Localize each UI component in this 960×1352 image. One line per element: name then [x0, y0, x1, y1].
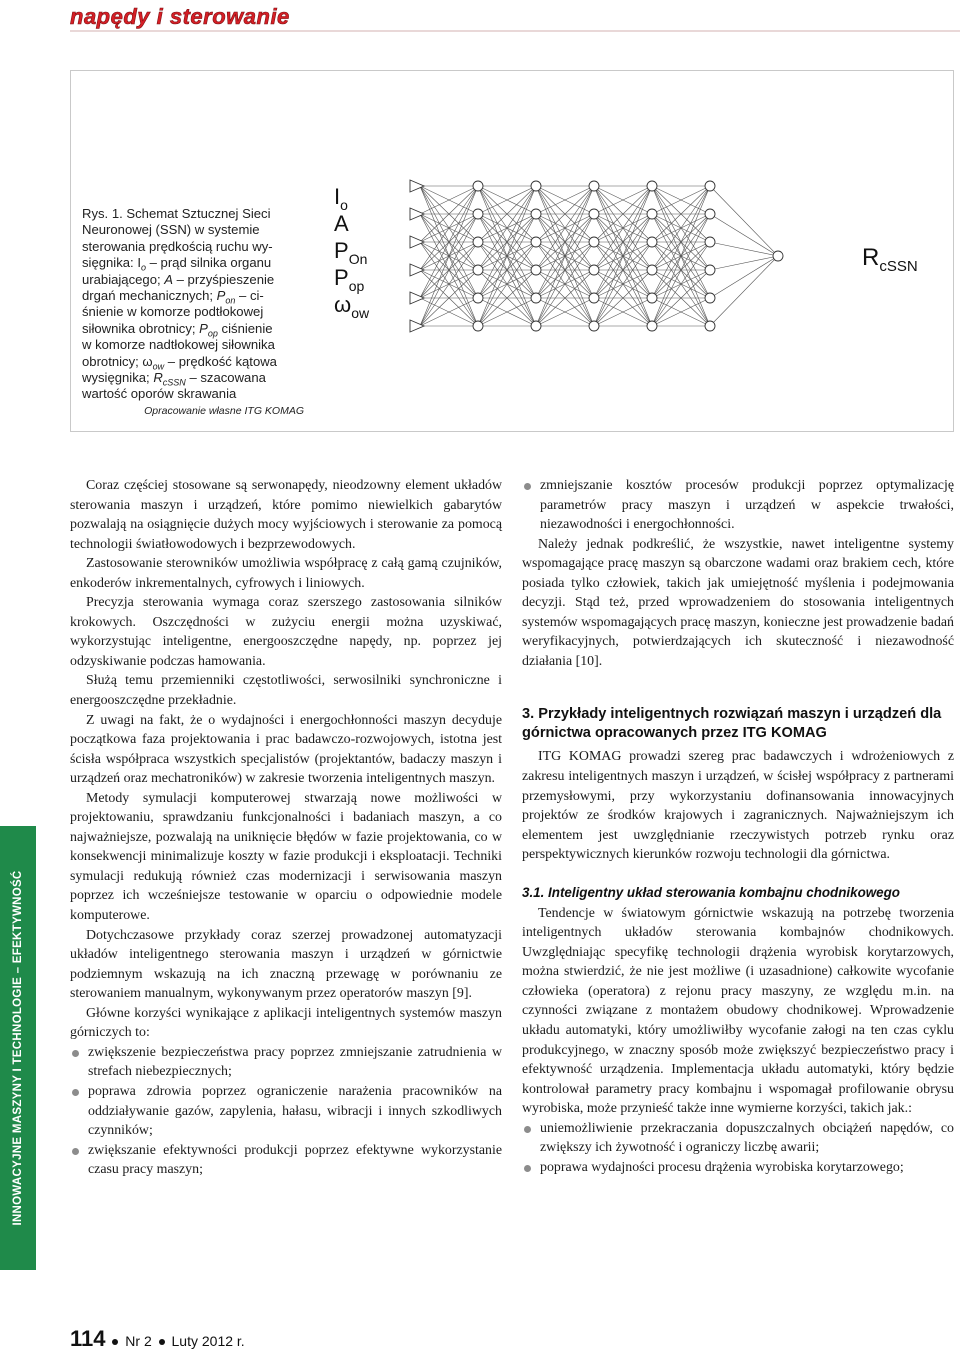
hidden-node	[531, 181, 541, 191]
network-connection	[710, 256, 778, 326]
list-item: poprawa wydajności procesu drążenia wyrobiska korytarzowego;	[522, 1158, 954, 1178]
input-label-io: $I_o$	[334, 184, 348, 213]
hidden-node	[705, 265, 715, 275]
hidden-node	[531, 209, 541, 219]
list-item: zmniejszanie kosztów procesów produkcji poprzez optymalizację parametrów pracy maszyn i urządzeń w aspekcie trwałości, niezawodności i energochłonności.	[522, 476, 954, 535]
figure-credit: Opracowanie własne ITG KOMAG	[144, 405, 304, 417]
benefits-list	[70, 1043, 502, 1180]
issue-date: Luty 2012 r.	[171, 1333, 245, 1349]
hidden-node	[589, 181, 599, 191]
hidden-node	[589, 265, 599, 275]
hidden-node	[705, 293, 715, 303]
hidden-node	[647, 265, 657, 275]
figure-caption-line: sterowania prędkością ruchu wy-	[82, 238, 273, 254]
hidden-node	[473, 293, 483, 303]
figure-caption-line: w komorze nadtłokowej siłownika	[82, 337, 275, 353]
hidden-node	[589, 209, 599, 219]
hidden-node	[531, 293, 541, 303]
page-footer	[70, 1326, 245, 1352]
hidden-node	[531, 321, 541, 331]
paragraph: Dotychczasowe przykłady coraz szerzej prowadzonej automatyzacji układów inteligentnego sterowania maszyn i urządzeń w górnictwie podziemnym wskazują na ich znaczną przewagę w porównaniu ze sterowaniem manualnym, wykonywanym przez operatorów maszyn [9].	[70, 927, 502, 1002]
page-header-title: napędy i sterowanie	[70, 4, 290, 29]
issue-number: Nr 2	[125, 1333, 152, 1349]
network-nodes	[410, 180, 783, 332]
input-label-a: A	[334, 211, 349, 236]
paragraph: Służą temu przemienniki częstotliwości, serwosilniki synchroniczne i energooszczędne przekładnie.	[70, 673, 502, 709]
hidden-node	[473, 265, 483, 275]
hidden-node	[531, 265, 541, 275]
paragraph: ITG KOMAG prowadzi szereg prac badawczych i wdrożeniowych z zakresu inteligentnych maszyn i urządzeń, w ścisłej współpracy z partnerami przemysłowymi, przy wykorzystaniu dofinansowania innowacyjnych projektów ze środków krajowych i zagranicznych. Najważniejszym ich elementem jest uwzględnianie rzeczywistych potrzeb rynku oraz perspektywicznych kierunków rozwoju technologii dla górnictwa.	[522, 749, 954, 863]
figure-caption	[82, 206, 304, 403]
side-tab-label: INNOWACYJNE MASZYNY I TECHNOLOGIE – EFEKTYWNOŚĆ	[12, 870, 24, 1226]
hidden-node	[473, 181, 483, 191]
paragraph: Zastosowanie sterowników umożliwia współpracę z całą gamą czujników, enkoderów inkrementalnych, cyfrowych i liniowych.	[70, 556, 502, 591]
network-connections	[420, 186, 778, 326]
hidden-node	[647, 209, 657, 219]
benefits-list-continued	[522, 476, 954, 535]
output-node	[773, 251, 783, 261]
figure-caption-line: Rys. 1. Schemat Sztucznej Sieci	[82, 206, 271, 221]
input-label-pon: $P_{On}$	[334, 238, 368, 267]
output-label-rcssn: $R_{cSSN}$	[862, 244, 918, 275]
figure-caption-line: drgań mechanicznych; $P_{on} - ci-$	[82, 288, 264, 306]
hidden-node	[589, 293, 599, 303]
figure-caption-line: wysięgnika; $R_{cSSN}$ – szacowana	[82, 370, 266, 388]
figure-caption-line: Neuronowej (SSN) w systemie	[82, 222, 260, 238]
paragraph: Z uwagi na fakt, że o wydajności i energochłonności maszyn decyduje początkowa faza projektowania i prac badawczo-rozwojowych, istotna jest ścisła współpraca wszystkich specjalistów (projektantów, badaczy maszyn i urządzeń oraz mechatroników) w zakresie tworzenia inteligentnych maszyn.	[70, 712, 502, 787]
figure-caption-line: urabiającego; A – przyśpieszenie	[82, 271, 275, 287]
network-connection	[710, 214, 778, 256]
figure-caption-line: sięgnika: $I_o$ – prąd silnika organu	[82, 255, 272, 273]
hidden-node	[531, 237, 541, 247]
hidden-node	[589, 237, 599, 247]
list-item: poprawa zdrowia poprzez ograniczenie narażenia pracowników na oddziaływanie gazów, zapylenia, hałasu, wibracji i innych szkodliwych czynników;	[70, 1082, 502, 1141]
network-connection	[710, 256, 778, 270]
hidden-node	[647, 181, 657, 191]
header-rule	[70, 30, 960, 32]
paragraph: Precyzja sterowania wymaga coraz szerszego zastosowania silników krokowych. Oszczędności w zużyciu energii można uzyskiwać, wykorzystując inteligentne, energooszczędne napędy, np. poprzez jej odzyskiwanie podczas hamowania.	[70, 595, 502, 669]
paragraph: Metody symulacji komputerowej stwarzają nowe możliwości w projektowaniu, sprawdzaniu funkcjonalności i badaniach maszyn, a co najważniejsze, pozwalają na uniknięcie błędów w fazie projektowania, co w konsekwencji minimalizuje koszty w fazie produkcji i eksploatacji. Techniki symulacji redukują również czas modernizacji i serwisowania maszyn poprzez ich wcześniejsze testowanie w oparciu o odpowiednie modele komputerowe.	[70, 790, 502, 924]
hidden-node	[473, 321, 483, 331]
figure-caption-line: śnienie w komorze podtłokowej	[82, 304, 264, 320]
list-item: uniemożliwienie przekraczania dopuszczalnych obciążeń napędów, co zwiększy ich żywotność i ograniczy liczbę awarii;	[522, 1119, 954, 1158]
section-heading: 3. Przykłady inteligentnych rozwiązań maszyn i urządzeń dla górnictwa opracowanych przez ITG KOMAG	[522, 706, 942, 742]
hidden-node	[647, 321, 657, 331]
network-connection	[710, 186, 778, 256]
hidden-node	[705, 237, 715, 247]
input-label-omega: $\omega_{ow}$	[334, 292, 370, 321]
hidden-node	[705, 209, 715, 219]
paragraph: Główne korzyści wynikające z aplikacji inteligentnych systemów maszyn górniczych to:	[70, 1005, 502, 1041]
input-label-pop: $P_{op}$	[334, 265, 365, 294]
subsection-heading: 3.1. Inteligentny układ sterowania kombajnu chodnikowego	[522, 884, 900, 900]
paragraph: Należy jednak podkreślić, że wszystkie, nawet inteligentne systemy wspomagające pracę maszyn są obarczone wadami oraz brakiem cech, które posiada tylko człowiek, takich jak umiejętność myślenia i podejmowania decyzji. Stąd też, przed wprowadzeniem do stosowania inteligentnych systemów wspomagających pracę maszyn, konieczne jest prowadzenie badań weryfikacyjnych, potwierdzających ich skuteczność i niezawodność działania [10].	[522, 536, 954, 669]
hidden-node	[473, 237, 483, 247]
page-number: 114	[70, 1326, 106, 1351]
hidden-node	[705, 321, 715, 331]
input-node	[410, 236, 424, 248]
network-connection	[710, 242, 778, 256]
hidden-node	[647, 293, 657, 303]
hidden-node	[705, 181, 715, 191]
list-item: zwiększanie efektywności produkcji poprzez efektywne wykorzystanie czasu pracy maszyn;	[70, 1141, 502, 1180]
hidden-node	[647, 237, 657, 247]
advantages-list	[522, 1119, 954, 1178]
network-connection	[710, 256, 778, 298]
figure-caption-line: wartość oporów skrawania	[82, 386, 237, 402]
left-column	[70, 476, 502, 1180]
neural-network-diagram	[330, 170, 940, 340]
bullet-dot	[112, 1339, 118, 1345]
list-item: zwiększenie bezpieczeństwa pracy poprzez zmniejszanie zatrudnienia w strefach niebezpiecznych;	[70, 1043, 502, 1082]
paragraph: Tendencje w światowym górnictwie wskazują na potrzebę tworzenia inteligentnych układów sterowania kombajnów chodnikowych. Uwzględniając specyfikę technologii drążenia wyrobisk korytarzowych, można stwierdzić, że nie jest możliwe (i uzasadnione) całkowite wycofanie człowieka (operatora) z rejonu pracy maszyny, ze względu m.in. na czynności związane z montażem obudowy chodnikowej. Wprowadzenie układu automatyki, który umożliwiłby wycofanie załogi na ten czas cyklu produkcyjnego, w znaczny sposób może zwiększyć bezpieczeństwo pracy i efektywność urządzenia. Implementacja układu automatyki, który będzie kontrolował parametry pracy kombajnu i wspomagał profilowanie obrysu wyrobiska, może przynieść także inne wymierne korzyści, takich jak.:	[522, 905, 954, 1117]
input-node	[410, 264, 424, 276]
hidden-node	[589, 321, 599, 331]
figure-caption-line: obrotnicy; $\omega_{ow}$ – prędkość kątowa	[82, 353, 277, 372]
bullet-dot	[159, 1339, 165, 1345]
hidden-node	[473, 209, 483, 219]
paragraph: Coraz częściej stosowane są serwonapędy, nieodzowny element układów sterowania maszyn i urządzeń, które pomimo niewielkich gabarytów pozwalają na osiągnięcie dużych mocy wyjściowych i sterowanie za pomocą technologii światłowodowych i bezprzewodowych.	[70, 478, 502, 552]
right-column	[522, 476, 954, 1177]
input-labels	[334, 184, 370, 321]
figure-caption-line: siłownika obrotnicy; $P_{op}$ ciśnienie	[82, 320, 273, 339]
